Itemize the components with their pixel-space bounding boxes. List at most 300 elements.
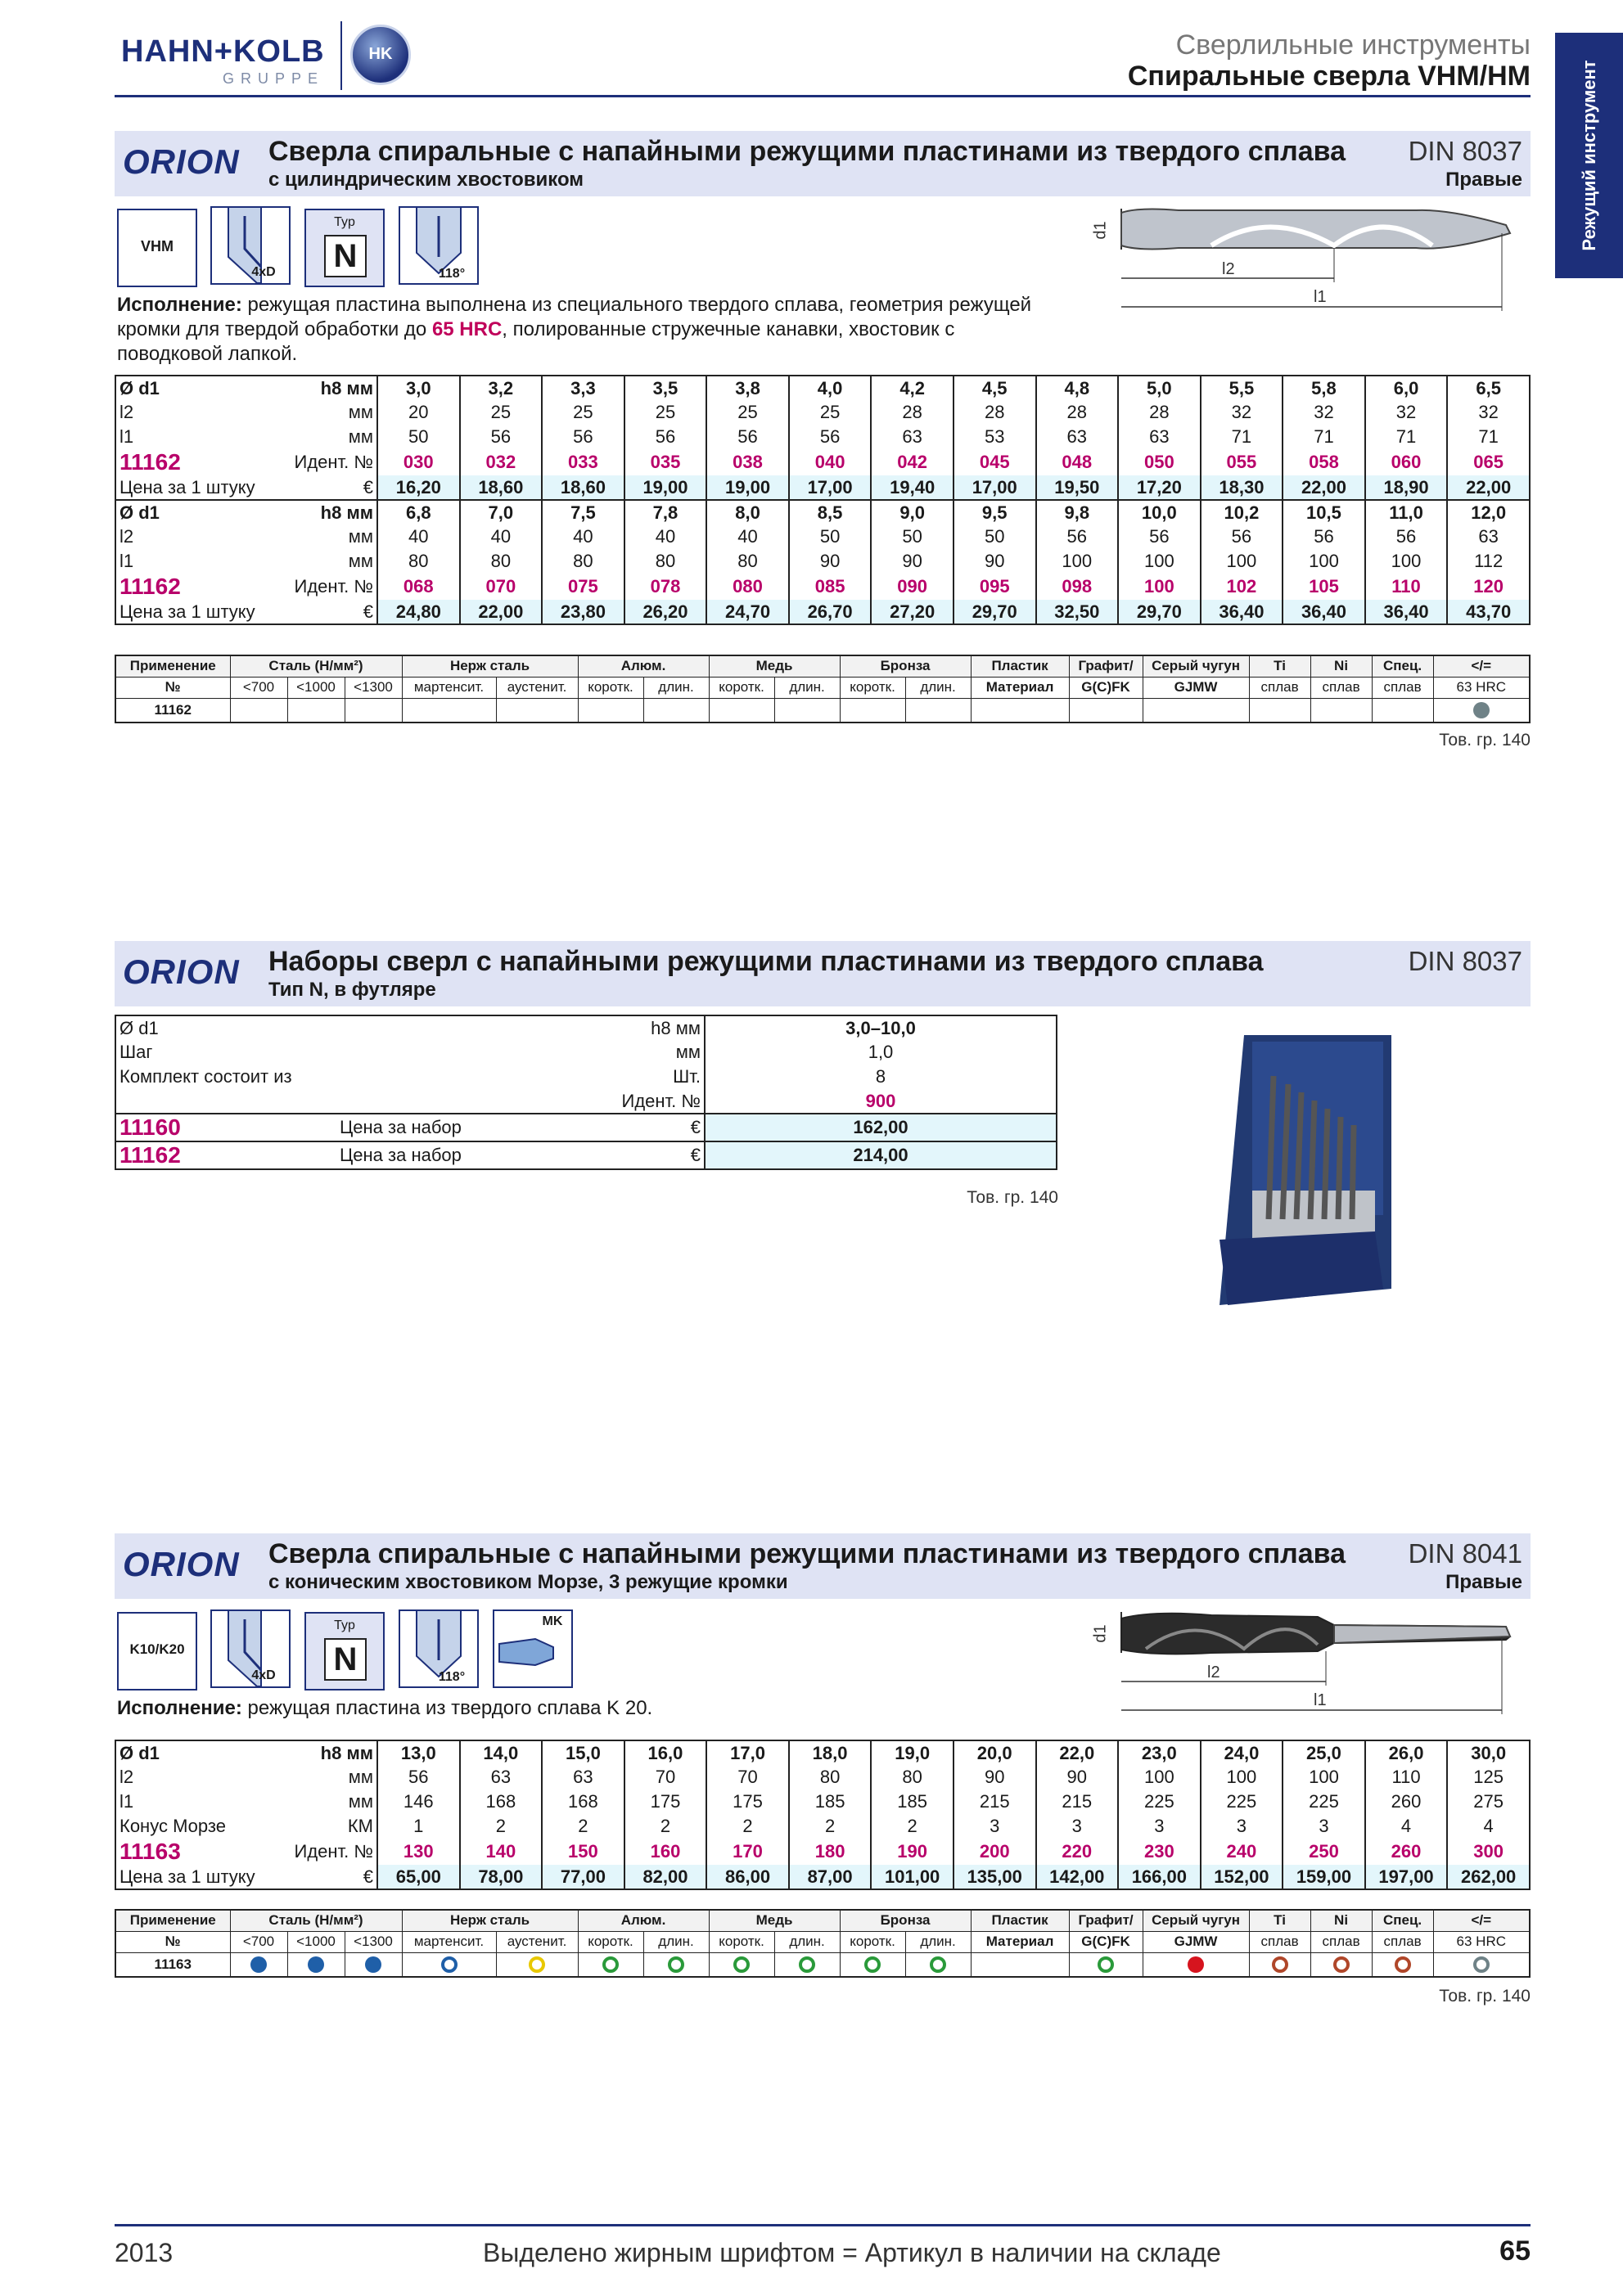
- section2-header: [115, 941, 1531, 1006]
- header-cell: Ti: [1249, 1910, 1310, 1931]
- direction: Правые: [1445, 1571, 1522, 1593]
- diameter-cell: 12,0: [1447, 500, 1530, 524]
- article-cell: 11163: [115, 1952, 230, 1977]
- article-cell: 11162: [115, 1141, 336, 1169]
- suitability-dot-icon: [1395, 1956, 1411, 1973]
- orion-logo: ORION: [123, 952, 240, 991]
- price-cell: 152,00: [1201, 1865, 1283, 1889]
- ident-cell: 065: [1447, 449, 1530, 475]
- ident-cell: 060: [1365, 449, 1448, 475]
- header-cell: Пластик: [971, 655, 1069, 677]
- header-cell: Серый чугун: [1143, 655, 1249, 677]
- price-cell: 24,70: [706, 600, 789, 624]
- l1-cell: 185: [789, 1790, 872, 1814]
- diameter-cell: 3,3: [542, 376, 624, 400]
- diameter-cell: 7,0: [460, 500, 543, 524]
- header-cell: Ti: [1249, 655, 1310, 677]
- header-cell: Материал: [971, 1931, 1069, 1952]
- l1-cell: 225: [1201, 1790, 1283, 1814]
- ident-cell: 048: [1036, 449, 1119, 475]
- price-cell: 22,00: [1283, 475, 1365, 500]
- product-table-11163: [115, 1740, 1531, 1890]
- price-cell: 78,00: [460, 1865, 543, 1889]
- ident-cell: 100: [1118, 574, 1201, 600]
- ident-cell: 190: [871, 1839, 954, 1865]
- l2-cell: 63: [460, 1765, 543, 1790]
- suitability-cell: [578, 698, 643, 723]
- diameter-cell: 14,0: [460, 1740, 543, 1765]
- l2-cell: 80: [789, 1765, 872, 1790]
- category-title: Сверлильные инструменты: [1175, 29, 1531, 61]
- row-unit: h8 мм: [283, 376, 377, 400]
- type-n-icon: Typ N: [304, 1612, 385, 1690]
- suitability-dot-icon: [1473, 702, 1490, 718]
- header-cell: сплав: [1310, 677, 1372, 698]
- header-cell: Бронза: [840, 1910, 971, 1931]
- l2-cell: 28: [1118, 400, 1201, 425]
- ident-cell: 170: [706, 1839, 789, 1865]
- suitability-cell: [1310, 1952, 1372, 1977]
- ident-cell: 110: [1365, 574, 1448, 600]
- suitability-cell: [1372, 1952, 1433, 1977]
- header-cell: длин.: [774, 677, 840, 698]
- table-row: [115, 1065, 1057, 1089]
- price-cell: 17,00: [789, 475, 872, 500]
- l1-cell: 56: [542, 425, 624, 449]
- section2-title: Наборы сверл с напайными режущими пластинами из твердого сплава: [268, 946, 1264, 977]
- l2-cell: 40: [706, 524, 789, 549]
- l1-cell: 215: [954, 1790, 1036, 1814]
- application-table-11162: [115, 655, 1531, 723]
- row-label: 11162: [119, 449, 181, 475]
- l2-cell: 63: [1447, 524, 1530, 549]
- suitability-dot-icon: [864, 1956, 881, 1973]
- row-label: Ø d1: [115, 500, 283, 524]
- price-cell: 36,40: [1201, 600, 1283, 624]
- diameter-cell: 20,0: [954, 1740, 1036, 1765]
- header-cell: сплав: [1372, 1931, 1433, 1952]
- suitability-cell: [287, 698, 345, 723]
- price-cell: 18,90: [1365, 475, 1448, 500]
- table-row: [115, 1089, 1057, 1114]
- header-cell: Алюм.: [578, 1910, 709, 1931]
- suitability-cell: [1433, 698, 1530, 723]
- l1-cell: 71: [1283, 425, 1365, 449]
- table-row: [115, 1040, 1057, 1065]
- suitability-cell: [840, 1952, 905, 1977]
- price-cell: 16,20: [377, 475, 460, 500]
- row-label: l2: [119, 1767, 134, 1787]
- row-unit: мм: [348, 1791, 373, 1812]
- suitability-dot-icon: [1333, 1956, 1350, 1973]
- header-cell: длин.: [774, 1931, 840, 1952]
- header-cell: коротк.: [578, 1931, 643, 1952]
- logo-wordmark: HAHN+KOLB: [121, 34, 325, 69]
- price-cell: 214,00: [705, 1141, 1057, 1169]
- l1-cell: 185: [871, 1790, 954, 1814]
- l2-cell: 100: [1201, 1765, 1283, 1790]
- l1-cell: 215: [1036, 1790, 1119, 1814]
- morse-taper-icon: MK: [493, 1609, 573, 1688]
- row-label: Цена за 1 штуку: [115, 600, 283, 624]
- header-cell: коротк.: [840, 1931, 905, 1952]
- header-cell: Медь: [709, 1910, 840, 1931]
- row-label: l1: [119, 1791, 134, 1812]
- price-cell: 19,00: [624, 475, 707, 500]
- table-row: [115, 600, 1530, 624]
- l2-cell: 50: [789, 524, 872, 549]
- diameter-cell: 10,2: [1201, 500, 1283, 524]
- table-row: [115, 549, 1530, 574]
- suitability-cell: [643, 1952, 709, 1977]
- l2-cell: 90: [954, 1765, 1036, 1790]
- diameter-cell: 30,0: [1447, 1740, 1530, 1765]
- diameter-cell: 13,0: [377, 1740, 460, 1765]
- header-cell: коротк.: [709, 1931, 774, 1952]
- row-unit: Идент. №: [294, 576, 373, 597]
- header-cell: сплав: [1310, 1931, 1372, 1952]
- section3-subtitle: с коническим хвостовиком Морзе, 3 режущие кромки: [268, 1571, 788, 1593]
- ident-cell: 090: [871, 574, 954, 600]
- suitability-cell: [971, 1952, 1069, 1977]
- spec-description: Исполнение: режущая пластина из твердого сплава K 20.: [117, 1697, 653, 1719]
- suitability-dot-icon: [365, 1956, 381, 1973]
- page-number: 65: [1499, 2235, 1531, 2267]
- row-unit: €: [680, 1141, 705, 1169]
- header-cell: Сталь (Н/мм²): [230, 1910, 402, 1931]
- product-group: Тов. гр. 140: [1439, 1987, 1531, 2006]
- suitability-cell: [709, 698, 774, 723]
- ident-cell: 105: [1283, 574, 1365, 600]
- l1-cell: 100: [1036, 549, 1119, 574]
- l2-cell: 40: [377, 524, 460, 549]
- morse-cell: 3: [954, 1814, 1036, 1839]
- l2-cell: 32: [1283, 400, 1365, 425]
- l2-cell: 25: [706, 400, 789, 425]
- header-cell: </=: [1433, 1910, 1530, 1931]
- row-unit: €: [283, 1865, 377, 1889]
- diameter-cell: 5,5: [1201, 376, 1283, 400]
- ident-cell: 040: [789, 449, 872, 475]
- set-table: [115, 1015, 1057, 1170]
- header-cell: мартенсит.: [402, 677, 496, 698]
- row-unit: h8 мм: [283, 1740, 377, 1765]
- suitability-cell: [709, 1952, 774, 1977]
- diameter-cell: 10,5: [1283, 500, 1365, 524]
- l1-cell: 63: [1036, 425, 1119, 449]
- side-tab: Режущий инструмент: [1555, 33, 1623, 278]
- ident-cell: 070: [460, 574, 543, 600]
- row-label: [115, 1089, 336, 1114]
- header-cell: G(C)FK: [1069, 677, 1143, 698]
- row-label: Цена за 1 штуку: [115, 475, 283, 500]
- table-row: [115, 1141, 1057, 1169]
- header-cell: мартенсит.: [402, 1931, 496, 1952]
- price-cell: 159,00: [1283, 1865, 1365, 1889]
- ident-cell: 220: [1036, 1839, 1119, 1865]
- diameter-cell: 15,0: [542, 1740, 624, 1765]
- price-cell: 19,40: [871, 475, 954, 500]
- l2-cell: 56: [1365, 524, 1448, 549]
- ident-cell: 300: [1447, 1839, 1530, 1865]
- row-unit: €: [283, 600, 377, 624]
- row-label: Ø d1: [115, 376, 283, 400]
- din-standard: DIN 8037: [1408, 946, 1522, 976]
- header-cell: GJMW: [1143, 677, 1249, 698]
- orion-logo: ORION: [123, 142, 240, 181]
- price-cell: 36,40: [1283, 600, 1365, 624]
- suitability-cell: [230, 1952, 287, 1977]
- price-cell: 77,00: [542, 1865, 624, 1889]
- suitability-cell: [774, 1952, 840, 1977]
- suitability-dot-icon: [441, 1956, 458, 1973]
- table-row: [115, 1015, 1057, 1040]
- ident-cell: 038: [706, 449, 789, 475]
- ident-cell: 078: [624, 574, 707, 600]
- l2-cell: 25: [542, 400, 624, 425]
- header-cell: Медь: [709, 655, 840, 677]
- morse-cell: 2: [789, 1814, 872, 1839]
- diameter-cell: 25,0: [1283, 1740, 1365, 1765]
- l1-cell: 112: [1447, 549, 1530, 574]
- ident-cell: 180: [789, 1839, 872, 1865]
- point-angle-icon: 118°: [399, 1609, 479, 1688]
- morse-cell: 3: [1036, 1814, 1119, 1839]
- type-n-icon: Typ N: [304, 209, 385, 287]
- l1-cell: 146: [377, 1790, 460, 1814]
- l1-cell: 56: [624, 425, 707, 449]
- l1-cell: 63: [1118, 425, 1201, 449]
- ident-cell: 068: [377, 574, 460, 600]
- l1-cell: 80: [377, 549, 460, 574]
- price-cell: 26,20: [624, 600, 707, 624]
- row-label: Цена за набор: [336, 1114, 680, 1141]
- header-cell: <700: [230, 677, 287, 698]
- ident-cell: 058: [1283, 449, 1365, 475]
- l1-cell: 275: [1447, 1790, 1530, 1814]
- header-cell: 63 HRC: [1433, 1931, 1530, 1952]
- ident-cell: 120: [1447, 574, 1530, 600]
- l1-cell: 175: [706, 1790, 789, 1814]
- l1-cell: 260: [1365, 1790, 1448, 1814]
- suitability-cell: [905, 1952, 971, 1977]
- ident-cell: 032: [460, 449, 543, 475]
- ident-cell: 042: [871, 449, 954, 475]
- din-standard: DIN 8041: [1408, 1538, 1522, 1569]
- price-cell: 19,50: [1036, 475, 1119, 500]
- value-cell: 1,0: [705, 1040, 1057, 1065]
- price-cell: 86,00: [706, 1865, 789, 1889]
- table-header-row: [115, 677, 1530, 698]
- l1-cell: 71: [1447, 425, 1530, 449]
- l2-cell: 80: [871, 1765, 954, 1790]
- diameter-cell: 11,0: [1365, 500, 1448, 524]
- suitability-cell: [1372, 698, 1433, 723]
- price-cell: 17,20: [1118, 475, 1201, 500]
- row-unit: Шт.: [673, 1066, 701, 1087]
- header-cell: Графит/: [1069, 1910, 1143, 1931]
- morse-cell: 3: [1283, 1814, 1365, 1839]
- ident-cell: 102: [1201, 574, 1283, 600]
- section1-title: Сверла спиральные с напайными режущими пластинами из твердого сплава: [268, 136, 1346, 167]
- table-row: [115, 698, 1530, 723]
- value-cell: 3,0–10,0: [705, 1015, 1057, 1040]
- l1-cell: 168: [542, 1790, 624, 1814]
- l2-cell: 28: [1036, 400, 1119, 425]
- diameter-cell: 16,0: [624, 1740, 707, 1765]
- header-cell: </=: [1433, 655, 1530, 677]
- row-unit: Идент. №: [621, 1090, 701, 1111]
- suitability-dot-icon: [250, 1956, 267, 1973]
- ident-cell: 200: [954, 1839, 1036, 1865]
- l1-cell: 53: [954, 425, 1036, 449]
- row-unit: мм: [348, 426, 373, 447]
- length-4xd-icon: 4xD: [210, 206, 291, 285]
- suitability-cell: [1249, 698, 1310, 723]
- suitability-cell: [287, 1952, 345, 1977]
- header-cell: Ni: [1310, 1910, 1372, 1931]
- l2-cell: 100: [1118, 1765, 1201, 1790]
- table-header-row: [115, 1931, 1530, 1952]
- diameter-cell: 6,5: [1447, 376, 1530, 400]
- ident-cell: 250: [1283, 1839, 1365, 1865]
- morse-cell: 2: [871, 1814, 954, 1839]
- morse-cell: 2: [706, 1814, 789, 1839]
- table-row: [115, 449, 1530, 475]
- diameter-cell: 6,8: [377, 500, 460, 524]
- header-cell: длин.: [905, 677, 971, 698]
- l2-cell: 110: [1365, 1765, 1448, 1790]
- header-cell: Нерж сталь: [402, 655, 578, 677]
- l2-cell: 70: [706, 1765, 789, 1790]
- l2-cell: 50: [954, 524, 1036, 549]
- diameter-cell: 4,5: [954, 376, 1036, 400]
- row-label: Цена за набор: [336, 1141, 680, 1169]
- ident-cell: 045: [954, 449, 1036, 475]
- diameter-cell: 9,5: [954, 500, 1036, 524]
- suitability-dot-icon: [308, 1956, 324, 1973]
- row-unit: h8 мм: [651, 1017, 701, 1038]
- row-label: Конус Морзе: [119, 1816, 226, 1836]
- ident-cell: 075: [542, 574, 624, 600]
- header-cell: Применение: [115, 1910, 230, 1931]
- suitability-dot-icon: [529, 1956, 545, 1973]
- diameter-cell: 9,0: [871, 500, 954, 524]
- table-row: [115, 524, 1530, 549]
- suitability-cell: [345, 1952, 402, 1977]
- l2-cell: 40: [542, 524, 624, 549]
- suitability-cell: [230, 698, 287, 723]
- diameter-cell: 8,5: [789, 500, 872, 524]
- diameter-cell: 24,0: [1201, 1740, 1283, 1765]
- price-cell: 65,00: [377, 1865, 460, 1889]
- suitability-cell: [1249, 1952, 1310, 1977]
- l2-cell: 63: [542, 1765, 624, 1790]
- ident-cell: 085: [789, 574, 872, 600]
- header-cell: Графит/: [1069, 655, 1143, 677]
- price-cell: 262,00: [1447, 1865, 1530, 1889]
- ident-cell: 160: [624, 1839, 707, 1865]
- diameter-cell: 3,5: [624, 376, 707, 400]
- l2-cell: 56: [1118, 524, 1201, 549]
- row-label: 11163: [119, 1839, 181, 1864]
- ident-cell: 080: [706, 574, 789, 600]
- suitability-cell: [402, 1952, 496, 1977]
- price-cell: 18,60: [542, 475, 624, 500]
- l2-cell: 100: [1283, 1765, 1365, 1790]
- diameter-cell: 17,0: [706, 1740, 789, 1765]
- row-unit: мм: [348, 402, 373, 422]
- row-label: Шаг: [119, 1042, 153, 1062]
- suitability-cell: [1069, 698, 1143, 723]
- diameter-cell: 7,5: [542, 500, 624, 524]
- table-row: [115, 1765, 1530, 1790]
- l1-cell: 80: [624, 549, 707, 574]
- price-cell: 27,20: [871, 600, 954, 624]
- ident-cell: 240: [1201, 1839, 1283, 1865]
- header-cell: Ni: [1310, 655, 1372, 677]
- l2-cell: 32: [1365, 400, 1448, 425]
- suitability-cell: [1069, 1952, 1143, 1977]
- ident-cell: 035: [624, 449, 707, 475]
- l2-cell: 40: [624, 524, 707, 549]
- header-cell: аустенит.: [496, 677, 578, 698]
- l1-cell: 63: [871, 425, 954, 449]
- l2-cell: 50: [871, 524, 954, 549]
- l1-cell: 100: [1118, 549, 1201, 574]
- header-cell: Применение: [115, 655, 230, 677]
- suitability-dot-icon: [799, 1956, 815, 1973]
- suitability-dot-icon: [1098, 1956, 1114, 1973]
- suitability-dot-icon: [733, 1956, 750, 1973]
- l2-cell: 25: [460, 400, 543, 425]
- morse-cell: 3: [1201, 1814, 1283, 1839]
- header-cell: длин.: [905, 1931, 971, 1952]
- product-group: Тов. гр. 140: [1439, 731, 1531, 750]
- header-cell: <1000: [287, 677, 345, 698]
- diameter-cell: 4,8: [1036, 376, 1119, 400]
- header-cell: №: [115, 677, 230, 698]
- price-cell: 162,00: [705, 1114, 1057, 1141]
- price-cell: 32,50: [1036, 600, 1119, 624]
- l1-cell: 90: [871, 549, 954, 574]
- suitability-cell: [774, 698, 840, 723]
- morse-cell: 1: [377, 1814, 460, 1839]
- l1-cell: 56: [460, 425, 543, 449]
- row-label: Комплект состоит из: [119, 1066, 292, 1087]
- row-label: l1: [119, 551, 134, 571]
- header-cell: GJMW: [1143, 1931, 1249, 1952]
- price-cell: 17,00: [954, 475, 1036, 500]
- row-unit: Идент. №: [294, 452, 373, 472]
- diameter-cell: 22,0: [1036, 1740, 1119, 1765]
- suitability-cell: [971, 698, 1069, 723]
- price-cell: 26,70: [789, 600, 872, 624]
- article-cell: 11160: [115, 1114, 336, 1141]
- section3-title: Сверла спиральные с напайными режущими пластинами из твердого сплава: [268, 1538, 1346, 1569]
- row-unit: мм: [348, 1767, 373, 1787]
- header-cell: Алюм.: [578, 655, 709, 677]
- morse-cell: 2: [460, 1814, 543, 1839]
- value-cell: 8: [705, 1065, 1057, 1089]
- price-cell: 29,70: [1118, 600, 1201, 624]
- l2-cell: 40: [460, 524, 543, 549]
- l2-cell: 32: [1201, 400, 1283, 425]
- l2-cell: 70: [624, 1765, 707, 1790]
- price-cell: 22,00: [460, 600, 543, 624]
- ident-cell: 098: [1036, 574, 1119, 600]
- morse-cell: 4: [1447, 1814, 1530, 1839]
